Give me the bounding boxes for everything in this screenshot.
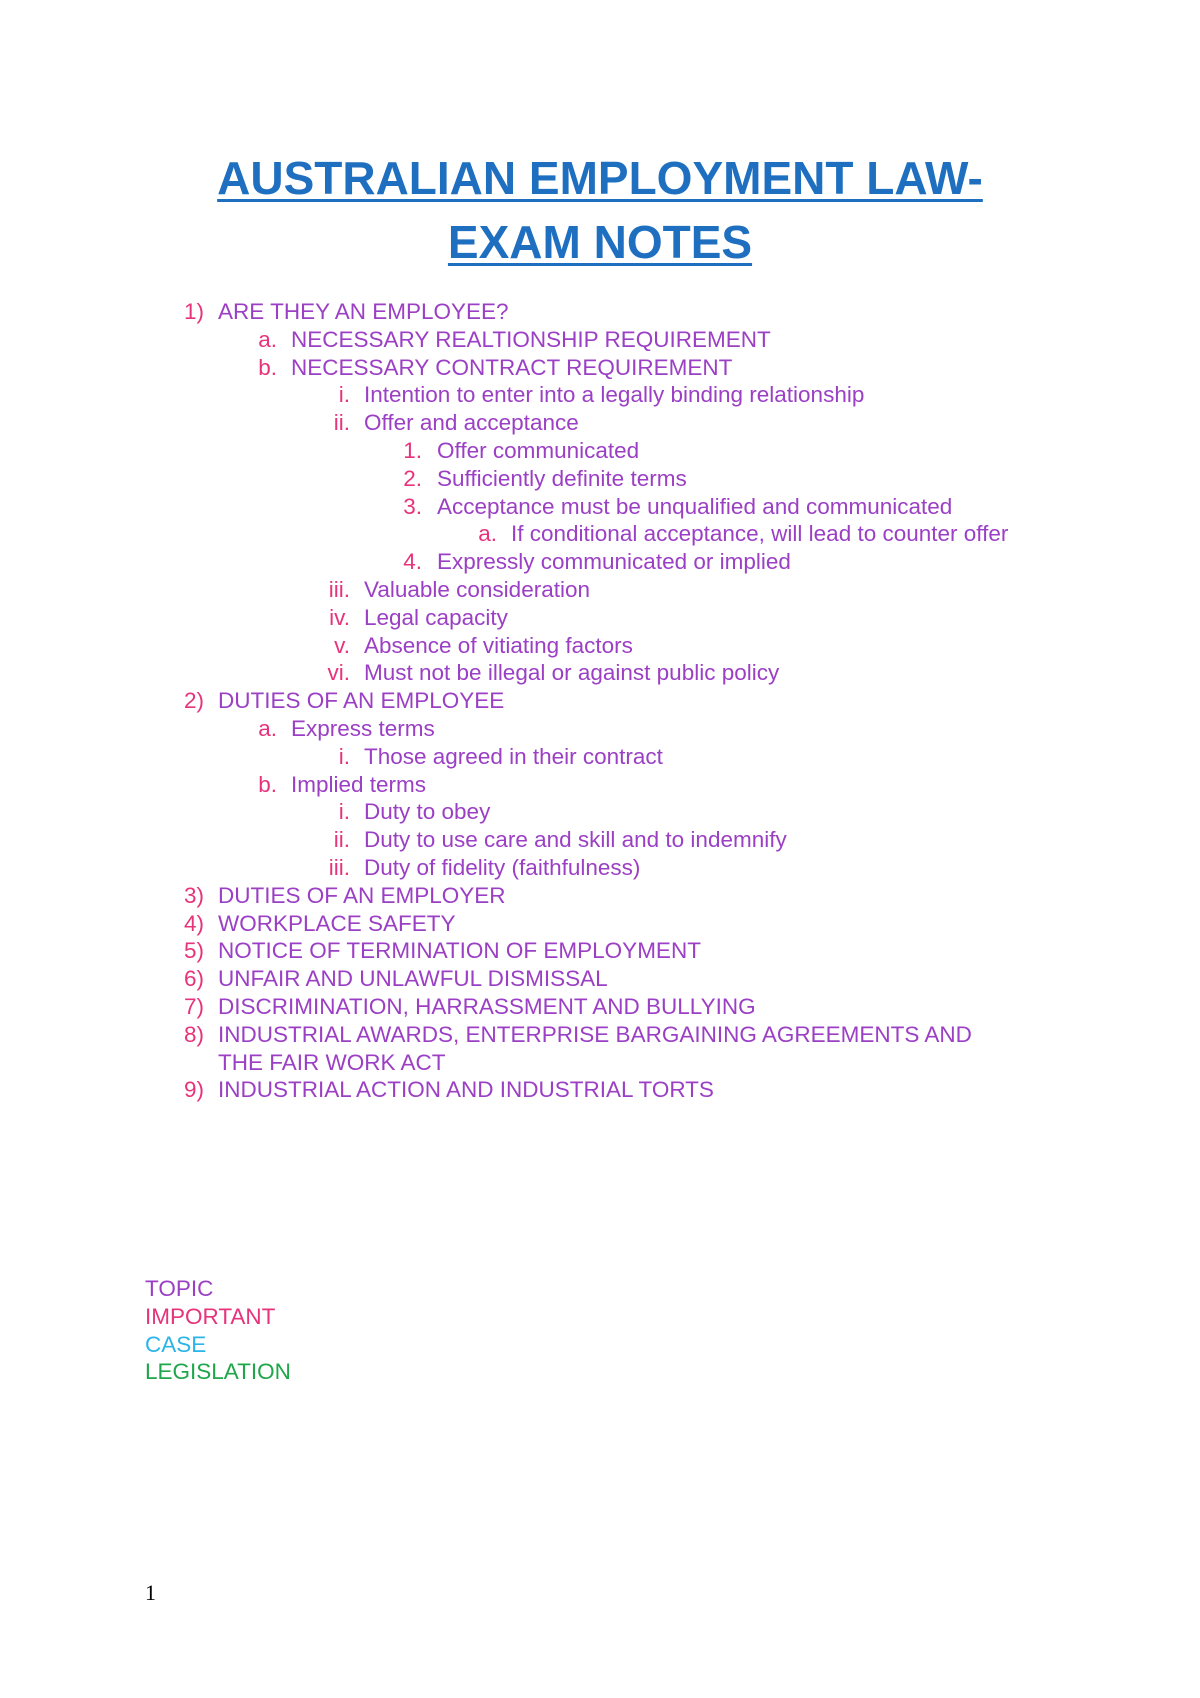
color-legend [145,1275,291,1386]
outline-text: DISCRIMINATION, HARRASSMENT AND BULLYING [218,993,756,1019]
outline-item-level-1 [0,937,1200,965]
outline-item-level-3 [0,604,1200,632]
outline-text: Those agreed in their contract [364,743,663,769]
outline-text: Duty to obey [364,799,491,825]
outline-marker: i. [338,743,350,769]
outline-text: Duty to use care and skill and to indemnify [364,827,787,853]
outline-marker: 3. [403,493,422,519]
outline-text: Legal capacity [364,604,508,630]
outline-item-level-4 [0,437,1200,465]
outline-item-level-4 [0,493,1200,521]
outline-text: NECESSARY REALTIONSHIP REQUIREMENT [291,326,771,352]
title-line-1-text: AUSTRALIAN EMPLOYMENT LAW- [217,152,983,204]
outline-text: Expressly communicated or implied [437,549,791,575]
title-line-2-text: EXAM NOTES [447,216,753,268]
outline-item-level-3 [0,409,1200,437]
title-line-1 [0,146,1200,210]
legend-important: IMPORTANT [145,1303,276,1329]
outline-marker: 5) [183,938,204,964]
outline-item-level-1 [0,1049,1200,1077]
page-number: 1 [145,1580,156,1605]
outline-item-level-2 [0,354,1200,382]
outline-marker: 2. [403,465,422,491]
outline-text: UNFAIR AND UNLAWFUL DISMISSAL [218,966,608,992]
outline-marker: a. [478,521,497,547]
outline-text: Offer and acceptance [364,410,579,436]
outline-item-level-4 [0,548,1200,576]
outline-item-level-1 [0,1021,1200,1049]
legend-legislation: LEGISLATION [145,1359,291,1385]
outline-item-level-2 [0,715,1200,743]
outline-marker: 1. [403,437,422,463]
outline-text: Sufficiently definite terms [437,465,687,491]
outline-text: Duty of fidelity (faithfulness) [364,854,641,880]
outline-item-level-1 [0,910,1200,938]
outline-marker: 7) [183,993,204,1019]
title-line-2 [0,210,1200,274]
outline-item-level-3 [0,798,1200,826]
outline-item-level-3 [0,826,1200,854]
outline-marker: 6) [183,966,204,992]
outline-text: ARE THEY AN EMPLOYEE? [218,299,509,324]
outline-text: INDUSTRIAL AWARDS, ENTERPRISE BARGAINING AGREEMENTS AND [218,1021,972,1047]
outline-text: Absence of vitiating factors [364,632,633,658]
outline-marker: b. [258,771,277,797]
outline-item-level-5 [0,520,1200,548]
outline-item-level-3 [0,576,1200,604]
outline-marker: 4) [183,910,204,936]
outline-marker: v. [334,632,350,658]
outline-marker: iii. [328,854,350,880]
outline-text: Implied terms [291,771,427,797]
outline-text: If conditional acceptance, will lead to counter offer [511,521,1009,547]
outline-marker: vi. [327,660,350,686]
outline-marker: iii. [328,576,350,602]
outline-marker: iv. [329,604,350,630]
outline-text: Offer communicated [437,437,640,463]
topic-outline [0,298,1200,1104]
outline-marker: a. [258,326,277,352]
outline-text: INDUSTRIAL ACTION AND INDUSTRIAL TORTS [218,1077,714,1103]
outline-item-level-1 [0,882,1200,910]
outline-marker: 4. [403,549,422,575]
outline-marker: 2) [183,688,204,714]
legend-topic: TOPIC [145,1276,214,1301]
outline-item-level-4 [0,465,1200,493]
outline-marker: 3) [183,882,204,908]
outline-marker: 8) [183,1021,204,1047]
legend-case: CASE [145,1331,207,1357]
outline-text: DUTIES OF AN EMPLOYER [218,882,506,908]
outline-text: THE FAIR WORK ACT [218,1049,446,1075]
outline-item-level-2 [0,326,1200,354]
page-title [0,146,1200,274]
outline-text: NOTICE OF TERMINATION OF EMPLOYMENT [218,938,701,964]
outline-marker: b. [258,354,277,380]
outline-item-level-1 [0,298,1200,326]
outline-text: Must not be illegal or against public policy [364,660,780,686]
outline-text: Express terms [291,715,435,741]
outline-item-level-3 [0,743,1200,771]
outline-item-level-3 [0,632,1200,660]
outline-text: Acceptance must be unqualified and communicated [437,493,953,519]
outline-item-level-2 [0,771,1200,799]
outline-item-level-3 [0,381,1200,409]
outline-text: Intention to enter into a legally binding relationship [364,382,865,408]
outline-text: DUTIES OF AN EMPLOYEE [218,688,505,714]
outline-marker: a. [258,715,277,741]
outline-item-level-1 [0,993,1200,1021]
outline-text: WORKPLACE SAFETY [218,910,456,936]
outline-text: NECESSARY CONTRACT REQUIREMENT [291,354,733,380]
outline-item-level-1 [0,687,1200,715]
outline-item-level-1 [0,1076,1200,1104]
outline-text: Valuable consideration [364,576,590,602]
outline-marker: ii. [333,827,350,853]
outline-marker: 9) [183,1077,204,1103]
outline-marker: ii. [333,410,350,436]
outline-item-level-1 [0,965,1200,993]
outline-marker: i. [338,799,350,825]
outline-marker: 1) [183,299,204,324]
outline-marker: i. [338,382,350,408]
outline-item-level-3 [0,659,1200,687]
outline-item-level-3 [0,854,1200,882]
